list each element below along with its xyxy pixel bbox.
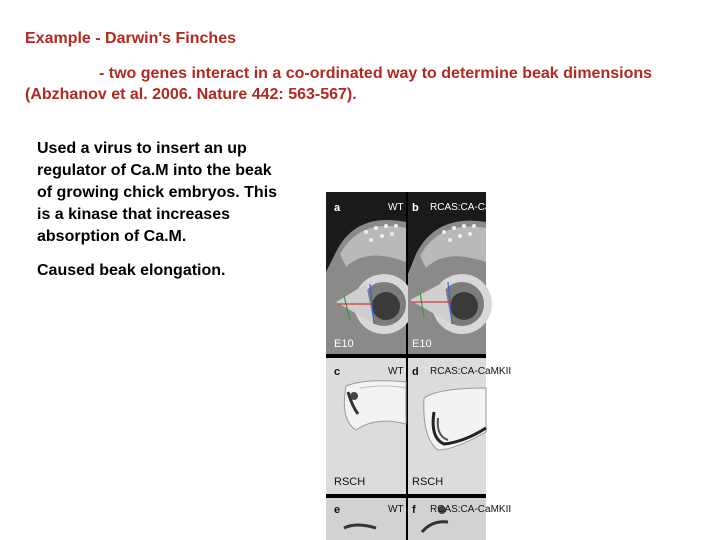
panel-letter: f xyxy=(412,504,416,516)
panel-f-camkii xyxy=(408,498,512,540)
panel-tag: WT xyxy=(388,202,404,213)
panel-letter: b xyxy=(412,202,419,214)
panel-tag: WT xyxy=(388,366,404,377)
section-image xyxy=(408,358,486,494)
figure-panels xyxy=(326,192,512,540)
panel-stage: E10 xyxy=(412,338,432,350)
panel-letter: a xyxy=(334,202,341,214)
panel-tag: RCAS:CA-CaMKII xyxy=(430,202,512,213)
panel-letter: d xyxy=(412,366,419,378)
panel-d-section-camkii xyxy=(408,358,512,494)
section-image xyxy=(326,358,406,494)
panel-tag: RCAS:CA-CaMKII xyxy=(430,366,512,377)
paragraph-result: Caused beak elongation. xyxy=(37,262,226,279)
subtitle-text: - two genes interact in a co-ordinated way to determine beak dimensions (Abzhanov et al. 2006. Nature 442: 563-567). xyxy=(25,65,653,103)
paragraph-virus: Used a virus to insert an up regulator of Ca.M into the beak of growing chick embryos. This is a kinase that increases absorption of Ca.M. xyxy=(37,140,278,245)
embryo-head-image xyxy=(408,192,486,354)
panel-b-embryo-camkii xyxy=(408,192,512,354)
embryo-head-image xyxy=(326,192,406,354)
panel-stage: RSCH xyxy=(412,476,444,488)
panel-e-wt xyxy=(326,498,406,540)
panel-a-embryo-wt xyxy=(326,192,406,354)
panel-letter: c xyxy=(334,366,341,378)
body-text xyxy=(37,138,287,282)
slide-title: Example - Darwin's Finches xyxy=(25,30,236,47)
panel-tag: RCAS:CA-CaMKII xyxy=(430,504,512,515)
panel-stage: E10 xyxy=(334,338,354,350)
panel-letter: e xyxy=(334,504,341,516)
slide-subtitle xyxy=(25,63,665,105)
panel-tag: WT xyxy=(388,504,404,515)
panel-stage: RSCH xyxy=(334,476,366,488)
panel-c-section-wt xyxy=(326,358,406,494)
